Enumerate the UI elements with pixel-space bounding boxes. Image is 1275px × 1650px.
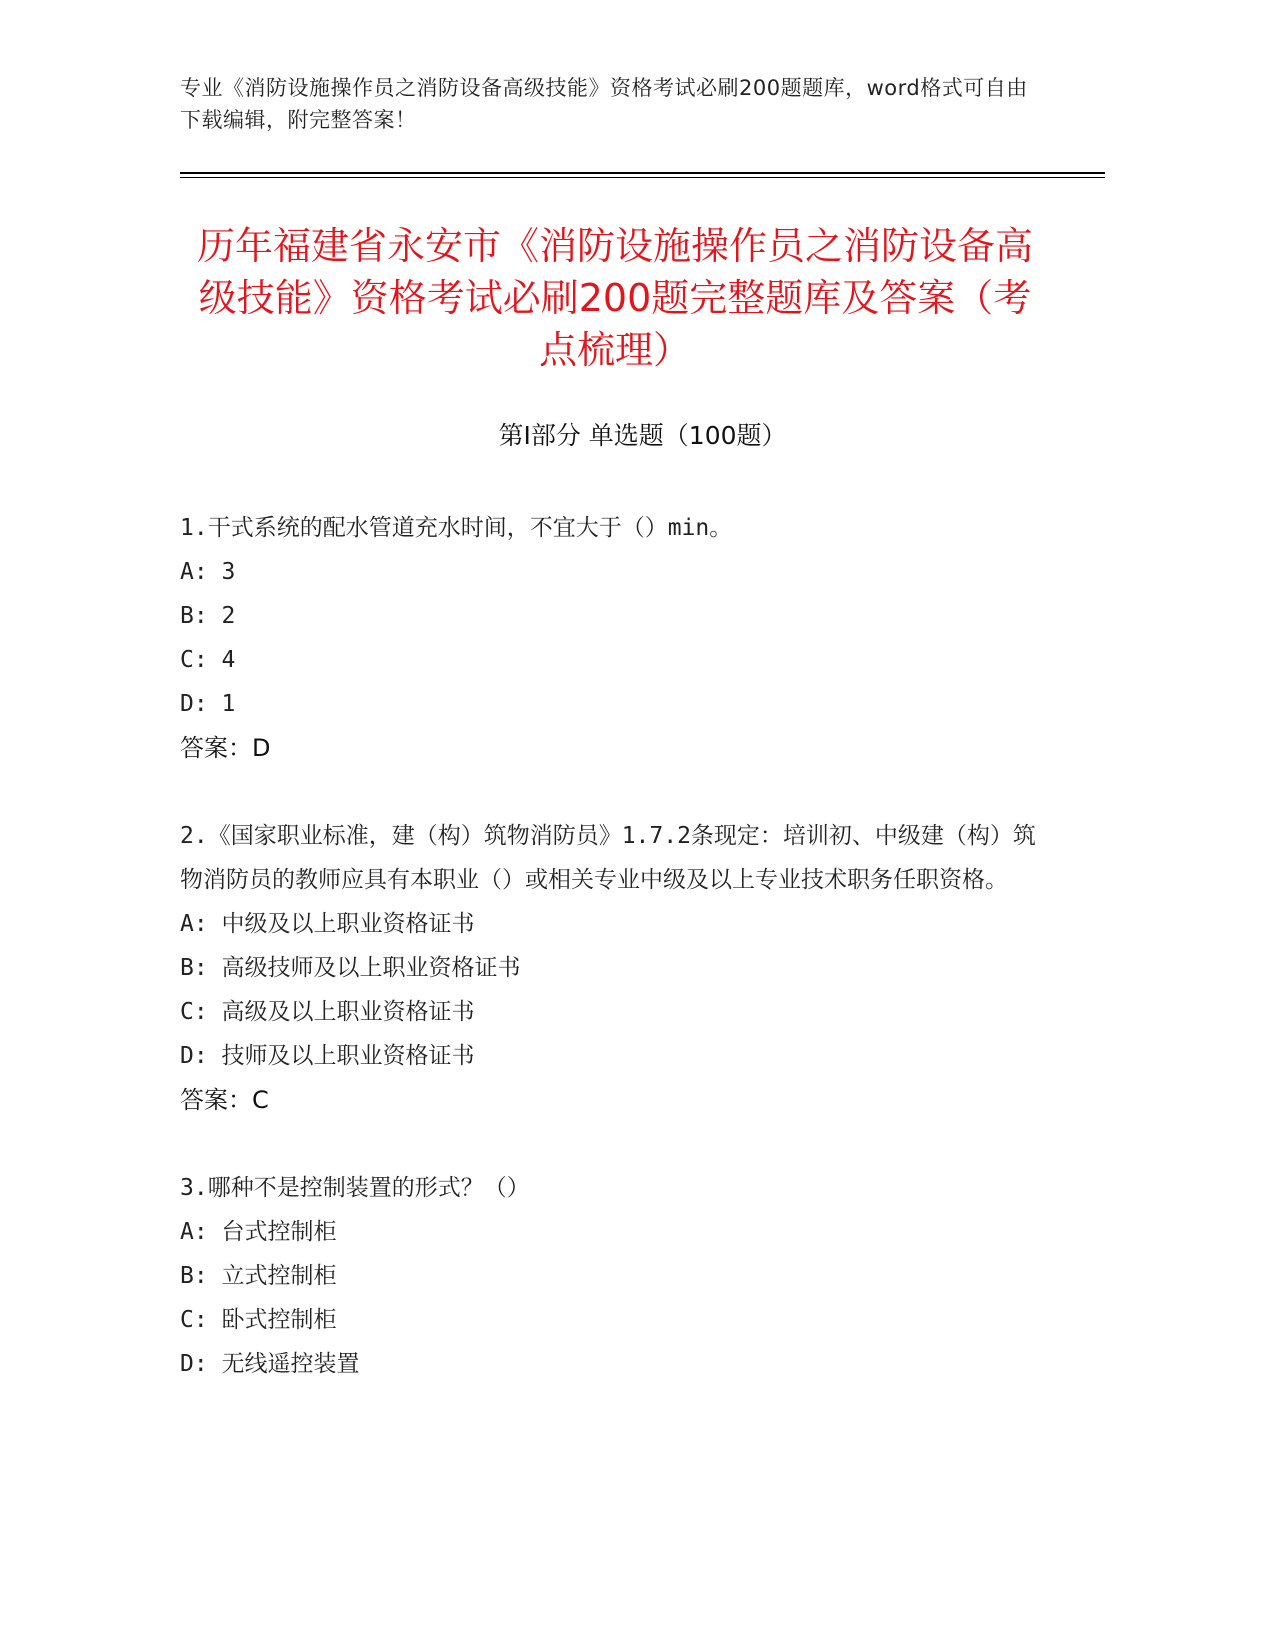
option-b: B: 2 <box>180 603 236 629</box>
option-a: A: 3 <box>180 559 236 585</box>
header-rule-thick <box>180 172 1105 174</box>
question-1 <box>180 506 1040 770</box>
option-c: C: 卧式控制柜 <box>180 1307 337 1333</box>
question-list <box>180 506 1040 1430</box>
option-d: D: 技师及以上职业资格证书 <box>180 1043 475 1069</box>
option-d: D: 1 <box>180 691 236 717</box>
question-stem: 3.哪种不是控制装置的形式？（） <box>180 1175 530 1201</box>
section-heading: 第Ⅰ部分 单选题（100题） <box>498 421 787 450</box>
answer: 答案：D <box>180 734 271 762</box>
question-3 <box>180 1166 1040 1386</box>
option-b: B: 立式控制柜 <box>180 1263 337 1289</box>
question-2 <box>180 814 1040 1122</box>
header-note: 专业《消防设施操作员之消防设备高级技能》资格考试必刷200题题库，word格式可自由下载编辑，附完整答案！ <box>180 76 1028 132</box>
header-rule-thin <box>180 177 1105 178</box>
option-c: C: 4 <box>180 647 236 673</box>
question-stem: 1.干式系统的配水管道充水时间，不宜大于（）min。 <box>180 515 733 541</box>
question-stem: 2.《国家职业标准，建（构）筑物消防员》1.7.2条现定：培训初、中级建（构）筑物消防员的教师应具有本职业（）或相关专业中级及以上专业技术职务任职资格。 <box>180 823 1036 893</box>
option-a: A: 台式控制柜 <box>180 1219 337 1245</box>
option-b: B: 高级技师及以上职业资格证书 <box>180 955 521 981</box>
document-title: 历年福建省永安市《消防设施操作员之消防设备高级技能》资格考试必刷200题完整题库及答案（考点梳理） <box>196 224 1033 372</box>
answer: 答案：C <box>180 1086 269 1114</box>
option-c: C: 高级及以上职业资格证书 <box>180 999 475 1025</box>
option-d: D: 无线遥控装置 <box>180 1351 360 1377</box>
option-a: A: 中级及以上职业资格证书 <box>180 911 475 937</box>
